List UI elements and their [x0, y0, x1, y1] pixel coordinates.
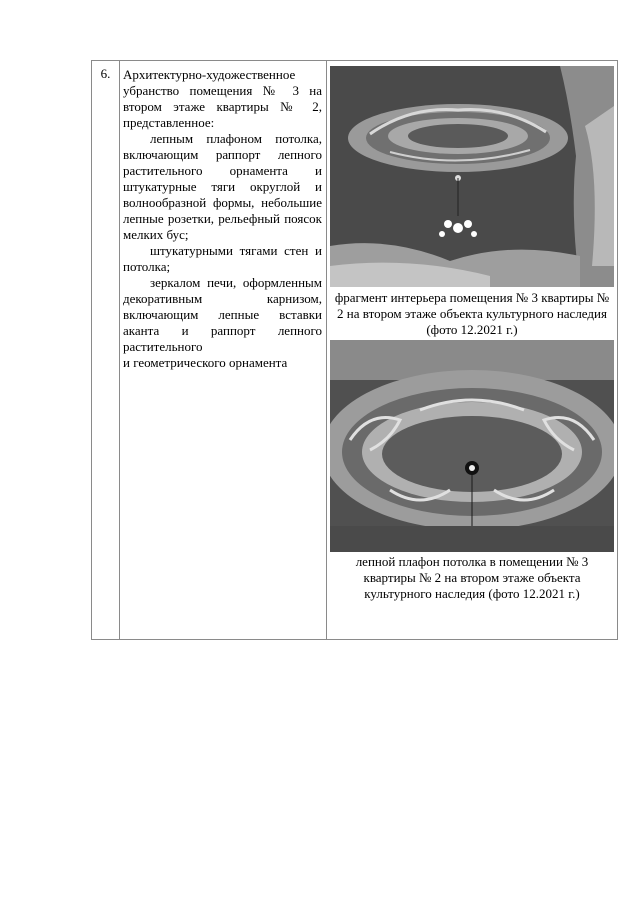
description-item-ceiling: лепным плафоном потолка, включающим раппорт лепного растительного орнамента и штукатурные тяги округлой и волнообразной формы, небольшие лепные розетки, рельефный поясок мелких бус;: [123, 131, 322, 242]
description-item-stove-mirror: зеркалом печи, оформленным декоративным карнизом, включающим лепные вставки аканта и раппорт лепного растительного: [123, 275, 322, 354]
description-intro: Архитектурно-художественное убранство помещения № 3 на втором этаже квартиры № 2, представленное:: [123, 67, 322, 130]
table-row: [92, 61, 618, 640]
ceiling-photo-image: [330, 340, 614, 552]
photo-caption-interior: фрагмент интерьера помещения № 3 квартиры № 2 на втором этаже объекта культурного наследия (фото 12.2021 г.): [334, 290, 610, 337]
description-item-ornament: и геометрического орнамента: [123, 355, 288, 370]
row-number-cell: [92, 61, 120, 640]
heritage-table: [91, 60, 618, 640]
photo-ceiling: [330, 340, 614, 552]
description-cell: [120, 61, 327, 640]
row-number: 6.: [100, 66, 111, 81]
interior-photo-image: [330, 66, 614, 287]
photos-cell: [327, 61, 618, 640]
photo-interior: [330, 66, 614, 287]
description-item-moldings: штукатурными тягами стен и потолка;: [123, 243, 322, 274]
photo-caption-ceiling: лепной плафон потолка в помещении № 3 квартиры № 2 на втором этаже объекта культурного наследия (фото 12.2021 г.): [355, 554, 589, 601]
